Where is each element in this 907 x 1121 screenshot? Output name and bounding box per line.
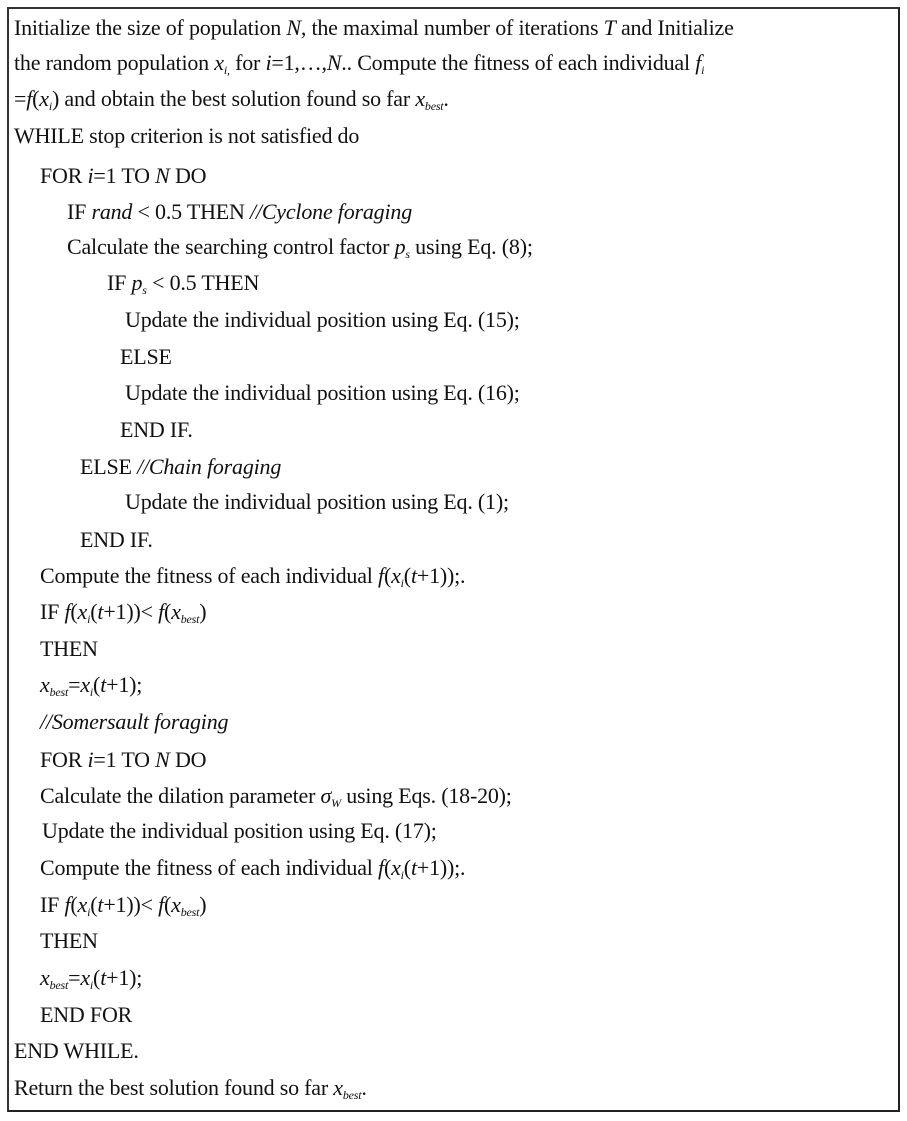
pseudocode-line bbox=[40, 561, 465, 591]
text-segment: x bbox=[214, 50, 224, 75]
pseudocode-line bbox=[40, 781, 512, 811]
pseudocode-line bbox=[14, 48, 704, 78]
text-segment: p bbox=[394, 234, 406, 259]
text-segment: ( bbox=[383, 855, 392, 880]
text-segment: Initialize the size of population bbox=[14, 15, 287, 40]
text-segment: END IF. bbox=[120, 417, 193, 442]
pseudocode-line bbox=[107, 268, 259, 298]
text-segment: using Eq. (8); bbox=[409, 234, 533, 259]
text-segment: , the maximal number of iterations bbox=[300, 15, 604, 40]
pseudocode-line bbox=[40, 963, 142, 993]
subscript: i bbox=[87, 612, 91, 626]
text-segment: +1))< bbox=[103, 892, 159, 917]
text-segment: t bbox=[410, 563, 417, 588]
text-segment: //Cyclone foraging bbox=[250, 199, 412, 224]
pseudocode-line bbox=[40, 670, 142, 700]
text-segment: =1,…, bbox=[271, 50, 327, 75]
text-segment: σ bbox=[320, 783, 332, 808]
text-segment: +1); bbox=[106, 965, 143, 990]
text-segment: ) bbox=[199, 599, 207, 624]
pseudocode-line bbox=[80, 525, 153, 555]
text-segment: = bbox=[68, 672, 81, 697]
text-segment: for bbox=[229, 50, 266, 75]
text-segment: =1 TO bbox=[93, 747, 156, 772]
pseudocode-line bbox=[120, 342, 172, 372]
subscript: s bbox=[405, 247, 410, 261]
pseudocode-line bbox=[40, 1000, 132, 1030]
text-segment: the random population bbox=[14, 50, 215, 75]
text-segment: ( bbox=[70, 892, 78, 917]
subscript: best bbox=[180, 612, 200, 626]
text-segment: ( bbox=[32, 86, 40, 111]
text-segment: //Somersault foraging bbox=[40, 709, 229, 734]
text-segment: ) bbox=[199, 892, 207, 917]
text-segment: ( bbox=[164, 892, 172, 917]
text-segment: t bbox=[100, 672, 107, 697]
text-segment: END IF. bbox=[80, 527, 153, 552]
text-segment: f bbox=[64, 599, 71, 624]
text-segment: Calculate the searching control factor bbox=[67, 234, 395, 259]
text-segment: ( bbox=[403, 563, 411, 588]
subscript: i bbox=[89, 978, 94, 992]
text-segment: Compute the fitness of each individual bbox=[40, 855, 379, 880]
text-segment: f bbox=[378, 563, 384, 588]
text-segment: Update the individual position using Eq. (1); bbox=[125, 489, 509, 514]
text-segment: ( bbox=[93, 965, 101, 990]
pseudocode-line bbox=[125, 378, 520, 408]
text-segment: =1 TO bbox=[93, 163, 156, 188]
text-segment: N bbox=[286, 15, 301, 40]
text-segment: x bbox=[415, 86, 425, 111]
text-segment: T bbox=[603, 15, 616, 40]
pseudocode-line bbox=[67, 197, 412, 227]
text-segment: f bbox=[26, 86, 33, 111]
subscript: i, bbox=[223, 63, 230, 77]
text-segment: ( bbox=[93, 672, 101, 697]
text-segment: ) and obtain the best solution found so far bbox=[52, 86, 416, 111]
text-segment: Calculate the dilation parameter bbox=[40, 783, 321, 808]
subscript: i bbox=[701, 63, 705, 77]
pseudocode-line bbox=[42, 816, 437, 846]
pseudocode-line bbox=[125, 305, 520, 335]
text-segment: IF bbox=[107, 270, 132, 295]
pseudocode-line bbox=[67, 232, 533, 262]
pseudocode-line bbox=[40, 634, 98, 664]
text-segment: t bbox=[97, 892, 104, 917]
subscript: W bbox=[331, 796, 341, 810]
text-segment: p bbox=[131, 270, 143, 295]
text-segment: ELSE bbox=[120, 344, 172, 369]
pseudocode-line bbox=[40, 161, 206, 191]
text-segment: END WHILE. bbox=[14, 1038, 139, 1063]
text-segment: FOR bbox=[40, 163, 88, 188]
pseudocode-line bbox=[40, 926, 98, 956]
text-segment: x bbox=[77, 892, 88, 917]
pseudocode-line bbox=[40, 745, 206, 775]
subscript: i bbox=[87, 905, 91, 919]
subscript: best bbox=[424, 99, 444, 113]
text-segment: N bbox=[155, 747, 170, 772]
text-segment: Update the individual position using Eq. (16); bbox=[125, 380, 520, 405]
subscript: i bbox=[400, 868, 404, 882]
pseudocode-line bbox=[40, 597, 206, 627]
subscript: i bbox=[89, 685, 94, 699]
text-segment: x bbox=[80, 672, 90, 697]
text-segment: ( bbox=[90, 892, 98, 917]
text-segment: ( bbox=[403, 855, 411, 880]
pseudocode-line bbox=[14, 84, 449, 114]
text-segment: x bbox=[333, 1075, 343, 1100]
text-segment: Update the individual position using Eq. (15); bbox=[125, 307, 520, 332]
pseudocode-line bbox=[40, 853, 465, 883]
text-segment: WHILE stop criterion is not satisfied do bbox=[14, 123, 360, 148]
text-segment: t bbox=[410, 855, 417, 880]
text-segment: ( bbox=[383, 563, 392, 588]
pseudocode-line bbox=[80, 452, 281, 482]
text-segment: Update the individual position using Eq. (17); bbox=[42, 818, 437, 843]
text-segment: < 0.5 THEN bbox=[146, 270, 260, 295]
text-segment: x bbox=[391, 563, 401, 588]
text-segment: +1); bbox=[106, 672, 143, 697]
text-segment: x bbox=[40, 672, 50, 697]
text-segment: +1));. bbox=[416, 855, 466, 880]
text-segment: THEN bbox=[40, 928, 98, 953]
text-segment: f bbox=[695, 50, 702, 75]
text-segment: ELSE bbox=[80, 454, 138, 479]
text-segment: //Chain foraging bbox=[137, 454, 282, 479]
text-segment: FOR bbox=[40, 747, 88, 772]
text-segment: x bbox=[171, 599, 181, 624]
text-segment: IF bbox=[40, 599, 65, 624]
text-segment: f bbox=[64, 892, 71, 917]
text-segment: x bbox=[171, 892, 181, 917]
text-segment: f bbox=[158, 892, 165, 917]
subscript: best bbox=[342, 1088, 362, 1102]
pseudocode-line bbox=[14, 1036, 139, 1066]
text-segment: ( bbox=[70, 599, 78, 624]
text-segment: i bbox=[87, 747, 94, 772]
text-segment: t bbox=[100, 965, 107, 990]
subscript: best bbox=[49, 685, 69, 699]
text-segment: = bbox=[68, 965, 81, 990]
pseudocode-line bbox=[40, 890, 206, 920]
text-segment: +1));. bbox=[416, 563, 466, 588]
text-segment: IF bbox=[67, 199, 92, 224]
text-segment: x bbox=[40, 965, 50, 990]
subscript: best bbox=[180, 905, 200, 919]
subscript: i bbox=[400, 576, 404, 590]
text-segment: .. Compute the fitness of each individual bbox=[341, 50, 696, 75]
text-segment: using Eqs. (18-20); bbox=[340, 783, 512, 808]
text-segment: f bbox=[378, 855, 384, 880]
pseudocode-line bbox=[120, 415, 193, 445]
text-segment: x bbox=[80, 965, 90, 990]
subscript: i bbox=[48, 99, 52, 113]
text-segment: +1))< bbox=[103, 599, 159, 624]
text-segment: ( bbox=[164, 599, 172, 624]
pseudocode-line bbox=[40, 707, 228, 737]
text-segment: Compute the fitness of each individual bbox=[40, 563, 379, 588]
text-segment: THEN bbox=[40, 636, 98, 661]
subscript: s bbox=[142, 283, 147, 297]
text-segment: . bbox=[361, 1075, 367, 1100]
pseudocode-line bbox=[14, 1073, 367, 1103]
text-segment: DO bbox=[169, 747, 207, 772]
text-segment: and Initialize bbox=[615, 15, 734, 40]
subscript: best bbox=[49, 978, 69, 992]
pseudocode-line bbox=[14, 13, 734, 43]
text-segment: x bbox=[391, 855, 401, 880]
text-segment: f bbox=[158, 599, 165, 624]
text-segment: i bbox=[265, 50, 272, 75]
text-segment: DO bbox=[169, 163, 207, 188]
text-segment: rand bbox=[91, 199, 133, 224]
text-segment: Return the best solution found so far bbox=[14, 1075, 334, 1100]
text-segment: = bbox=[14, 86, 27, 111]
text-segment: i bbox=[87, 163, 94, 188]
text-segment: N bbox=[326, 50, 342, 75]
pseudocode-line bbox=[125, 487, 509, 517]
text-segment: END FOR bbox=[40, 1002, 133, 1027]
text-segment: t bbox=[97, 599, 104, 624]
text-segment: x bbox=[39, 86, 49, 111]
pseudocode-line bbox=[14, 121, 359, 151]
text-segment: < 0.5 THEN bbox=[132, 199, 250, 224]
text-segment: . bbox=[443, 86, 449, 111]
text-segment: N bbox=[155, 163, 170, 188]
text-segment: ( bbox=[90, 599, 98, 624]
text-segment: x bbox=[77, 599, 88, 624]
text-segment: IF bbox=[40, 892, 65, 917]
